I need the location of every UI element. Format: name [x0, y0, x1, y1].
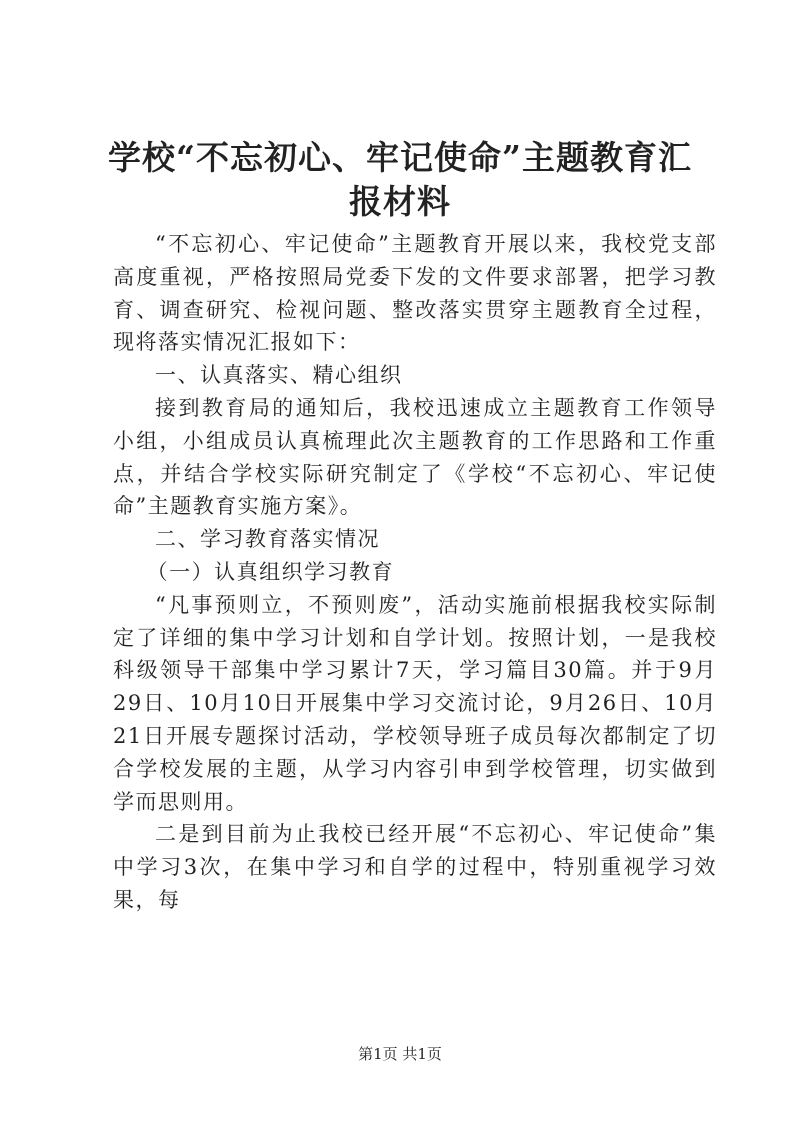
- section-heading-2: 二、学习教育落实情况: [155, 527, 380, 552]
- intro-paragraph: “不忘初心、牢记使命”主题教育开展以来，我校党支部高度重视，严格按照局党委下发的文件要求部署，把学习教育、调查研究、检视问题、整改落实贯穿主题教育全过程，现将落实情况汇报如下：: [113, 232, 717, 355]
- subsection-paragraph-2: 二是到目前为止我校已经开展“不忘初心、牢记使命”集中学习3次，在集中学习和自学的过程中，特别重视学习效果，每: [113, 822, 717, 912]
- document-title: 学校“不忘初心、牢记使命”主题教育汇报材料: [108, 138, 692, 221]
- page-footer: 第1页 共1页: [358, 1045, 442, 1063]
- subsection-paragraph-1: “凡事预则立，不预则废”，活动实施前根据我校实际制定了详细的集中学习计划和自学计划。按照计划，一是我校科级领导干部集中学习累计7天，学习篇目30篇。并于9月29日、10月10日开展集中学习交流讨论，9月26日、10月21日开展专题探讨活动，学校领导班子成员每次都制定了切合学校发展的主题，从学习内容引申到学校管理，切实做到学而思则用。: [113, 592, 717, 814]
- document-body: [113, 228, 717, 917]
- section-heading-1: 一、认真落实、精心组织: [155, 363, 403, 388]
- subsection-heading-1: （一）认真组织学习教育: [146, 559, 395, 584]
- section-1-paragraph: 接到教育局的通知后，我校迅速成立主题教育工作领导小组，小组成员认真梳理此次主题教育的工作思路和工作重点，并结合学校实际研究制定了《学校“不忘初心、牢记使命”主题教育实施方案》。: [113, 395, 717, 519]
